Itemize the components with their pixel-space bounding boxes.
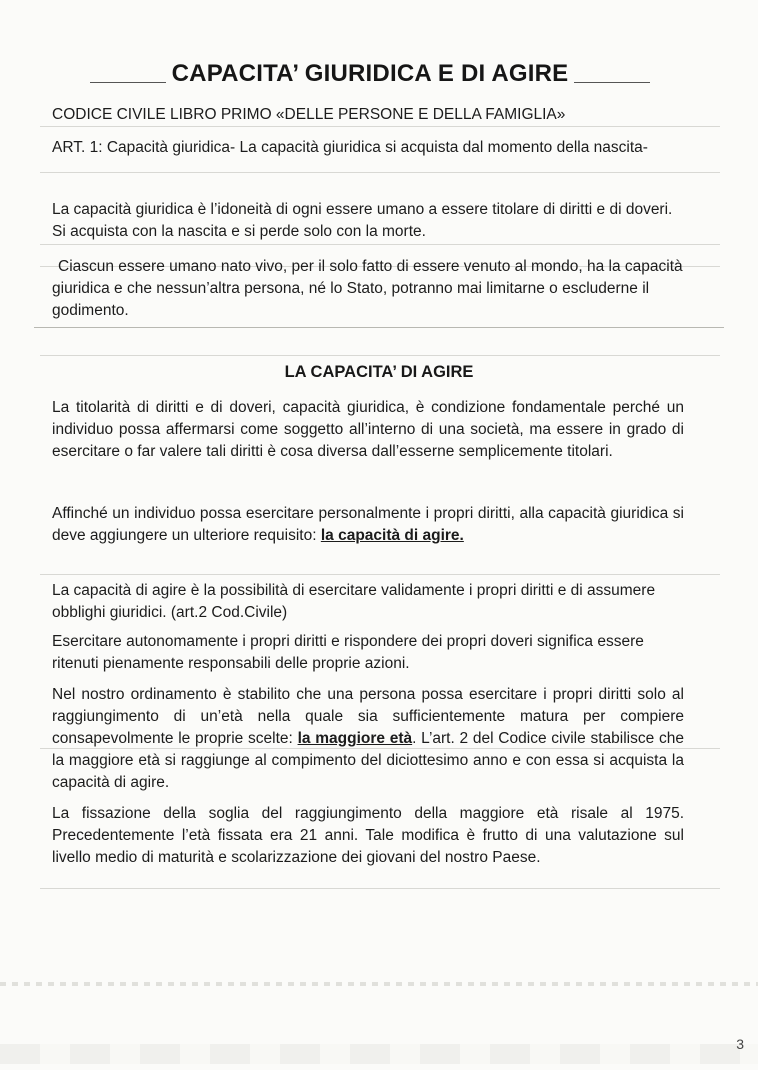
emphasis-maggiore-eta: la maggiore età (297, 730, 413, 747)
paragraph-soglia-1975: La fissazione della soglia del raggiungimento della maggiore età risale al 1975. Precedentemente l’età fissata era 21 anni. Tale modifica è frutto di una valutazione sul livello medio di maturità e scolarizzazione dei giovani del nostro Paese. (52, 805, 684, 866)
paragraph-definizione: La capacità di agire è la possibilità di esercitare validamente i propri diritti e di assumere obblighi giuridici. (art.2 Cod.Civile) (52, 582, 656, 621)
paragraph-maggiore-eta (52, 684, 684, 794)
paragraph-maggiore-eta-after: . L’art. 2 del Codice civile stabilisce che la maggiore età si raggiunge al compimento del diciottesimo anno e con essa si acquista la capacità di agire. (52, 730, 684, 791)
scan-artifact (0, 1044, 758, 1064)
code-heading: CODICE CIVILE LIBRO PRIMO «DELLE PERSONE E DELLA FAMIGLIA» (52, 106, 566, 123)
paper-rule (40, 574, 720, 575)
paragraph-requisito (52, 503, 684, 547)
article-1: ART. 1: Capacità giuridica- La capacità giuridica si acquista dal momento della nascita- (52, 139, 648, 156)
paper-rule (40, 172, 720, 173)
page-number: 3 (736, 1036, 744, 1052)
paper-rule (40, 244, 720, 245)
paragraph-essere-umano: Ciascun essere umano nato vivo, per il solo fatto di essere venuto al mondo, ha la capacità giuridica e che nessun’altra persona, né lo Stato, potranno mai limitarne o escluderne il godimento. (52, 258, 683, 319)
paper-rule (40, 126, 720, 127)
page-title: CAPACITA’ GIURIDICA E DI AGIRE (90, 60, 650, 88)
paragraph-responsabilita: Esercitare autonomamente i propri diritti e rispondere dei propri doveri significa essere ritenuti pienamente responsabili delle proprie azioni. (52, 633, 644, 672)
title-block (90, 60, 650, 94)
paper-rule (40, 888, 720, 889)
paragraph-capacita-giuridica: La capacità giuridica è l’idoneità di ogni essere umano a essere titolare di diritti e di doveri. Si acquista con la nascita e si perde solo con la morte. (52, 201, 673, 240)
emphasis-capacita-di-agire: la capacità di agire. (320, 527, 464, 544)
section-divider (34, 327, 724, 328)
paragraph-requisito-text: Affinché un individuo possa esercitare personalmente i propri diritti, alla capacità giuridica si deve aggiungere un ulteriore requisito: (52, 505, 684, 544)
paper-rule (40, 355, 720, 356)
paragraph-titolarita: La titolarità di diritti e di doveri, capacità giuridica, è condizione fondamentale perché un individuo possa affermarsi come soggetto all’interno di una società, ma essere in grado di esercitare o far valere tali diritti è cosa diversa dall’esserne semplicemente titolari. (52, 399, 684, 460)
section-subtitle: LA CAPACITA’ DI AGIRE (284, 363, 474, 381)
scan-artifact (0, 982, 758, 986)
paragraph-maggiore-eta-before: Nel nostro ordinamento è stabilito che una persona possa esercitare i propri diritti solo al raggiungimento di un’età nella quale sia sufficientemente matura per compiere consapevolmente le proprie scelte: (52, 686, 684, 747)
